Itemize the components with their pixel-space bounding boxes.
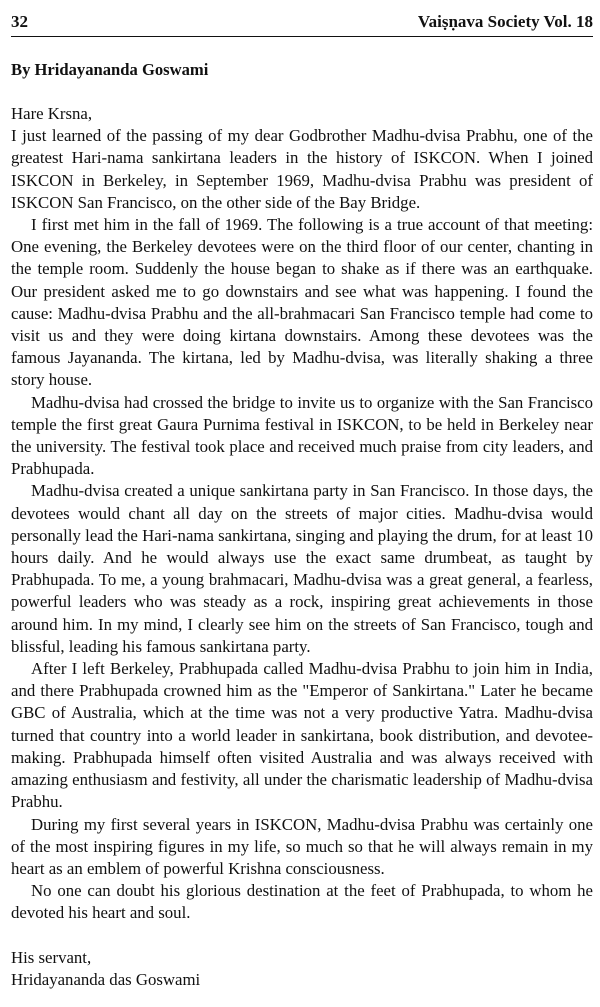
page-number: 32 xyxy=(11,12,28,31)
paragraph: I just learned of the passing of my dear Godbrother Madhu-dvisa Prabhu, one of the greatest Hari-nama sankirtana leaders in the history of ISKCON. When I joined ISKCON in Berkeley, in September 1969, Madhu-dvisa Prabhu was president of ISKCON San Francisco, on the other side of the Bay Bridge. xyxy=(11,126,593,212)
header-rule xyxy=(11,36,593,37)
paragraph: During my first several years in ISKCON, Madhu-dvisa Prabhu was certainly one of the most inspiring figures in my life, so much so that he will always remain in my heart as an emblem of powerful Krishna consciousness. xyxy=(11,814,593,878)
paragraph: After I left Berkeley, Prabhupada called Madhu-dvisa Prabhu to join him in India, and there Prabhupada crowned him as the "Emperor of Sankirtana." Later he became GBC of Australia, which at the time was not a very productive Yatra. Madhu-dvisa turned that country into a world leader in sankirtana, book distribution, and devotee-making. Prabhupada himself often visited Australia and was always received with amazing enthusiasm and festivity, all under the charismatic leadership of Madhu-dvisa Prabhu. xyxy=(11,659,593,812)
letter-body xyxy=(11,125,593,924)
running-title: Vaiṣṇava Society Vol. 18 xyxy=(417,12,593,31)
paragraph: No one can doubt his glorious destination at the feet of Prabhupada, to whom he devoted his heart and soul. xyxy=(11,881,593,923)
paragraph: Madhu-dvisa created a unique sankirtana party in San Francisco. In those days, the devotees would chant all day on the streets of major cities. Madhu-dvisa would personally lead the Hari-nama sankirtana, singing and playing the drum, for at least 10 hours daily. And he would always use the exact same drumbeat, as taught by Prabhupada. To me, a young brahmacari, Madhu-dvisa was a great general, a fearless, powerful leaders who was steady as a rock, inspiring great achievements in those around him. In my mind, I clearly see him on the streets of San Francisco, tough and blissful, leading his famous sankirtana party. xyxy=(11,481,593,656)
byline: By Hridayananda Goswami xyxy=(11,60,209,79)
running-header xyxy=(11,10,593,34)
letter-closing xyxy=(11,947,593,991)
closing-line: His servant, xyxy=(11,947,92,967)
paragraph: Madhu-dvisa had crossed the bridge to invite us to organize with the San Francisco temple the first great Gaura Purnima festival in ISKCON, to be held in Berkeley near the university. The festival took place and received much praise from city leaders, and Prabhupada. xyxy=(11,392,593,479)
salutation: Hare Krsna, xyxy=(11,104,93,123)
paragraph: I first met him in the fall of 1969. The following is a true account of that meeting: One evening, the Berkeley devotees were on the third floor of our center, chanting in the temple room. Suddenly the house began to shake as if there was an earthquake. Our president asked me to go downstairs and see what was happening. I found the cause: Madhu-dvisa Prabhu and the all-brahmacari San Francisco temple had come to visit us and they were doing kirtana downstairs. Among these devotees was the famous Jayananda. The kirtana, led by Madhu-dvisa, was literally shaking a three story house. xyxy=(11,215,593,390)
signature-name: Hridayananda das Goswami xyxy=(11,969,201,989)
book-page xyxy=(11,10,593,991)
